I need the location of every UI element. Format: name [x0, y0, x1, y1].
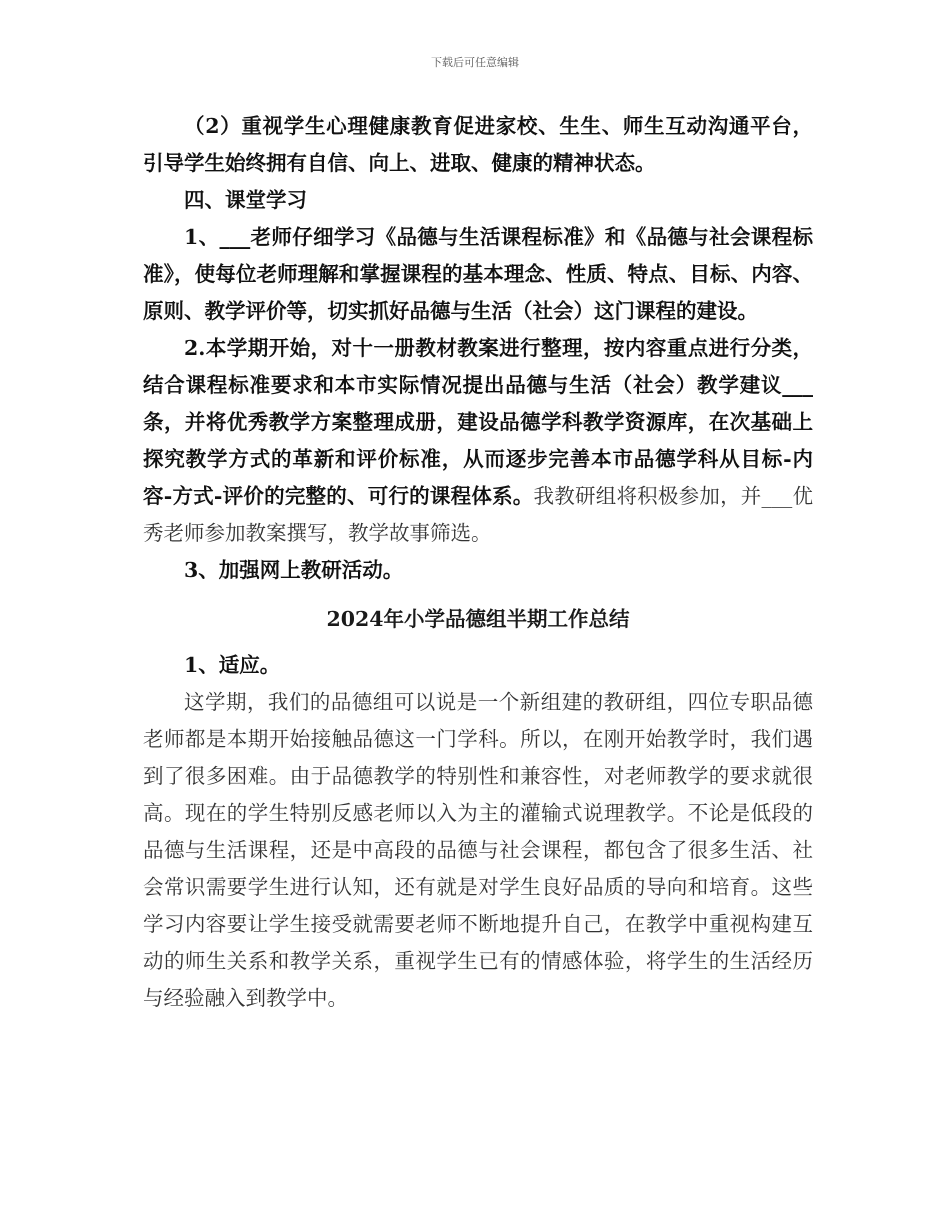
heading-section-4: 四、课堂学习 [184, 188, 307, 212]
paragraph-point-1: 1、___老师仔细学习《品德与生活课程标准》和《品德与社会课程标准》，使每位老师理解和掌握课程的基本理念、性质、特点、目标、内容、原则、教学评价等，切实抓好品德与生活（社会）这门课程的建设。 [143, 225, 813, 323]
document-body [143, 108, 813, 1017]
paragraph-item-2: （2）重视学生心理健康教育促进家校、生生、师生互动沟通平台，引导学生始终拥有自信、向上、进取、健康的精神状态。 [143, 114, 813, 175]
point-2-normal-text: 我教研组将积极参加，并___优秀老师参加教案撰写，教学故事筛选。 [143, 484, 814, 545]
heading-adapt: 1、适应。 [184, 653, 281, 677]
page-header: 下载后可任意编辑 [431, 56, 519, 69]
paragraph-point-3: 3、加强网上教研活动。 [184, 558, 404, 582]
paragraph-point-2 [143, 330, 813, 552]
document-title: 2024年小学品德组半期工作总结 [326, 607, 630, 631]
paragraph-adapt-body: 这学期，我们的品德组可以说是一个新组建的教研组，四位专职品德老师都是本期开始接触品德这一门学科。所以，在刚开始教学时，我们遇到了很多困难。由于品德教学的特别性和兼容性，对老师教学的要求就很高。现在的学生特别反感老师以入为主的灌输式说理教学。不论是低段的品德与生活课程，还是中高段的品德与社会课程，都包含了很多生活、社会常识需要学生进行认知，还有就是对学生良好品质的导向和培育。这些学习内容要让学生接受就需要老师不断地提升自己，在教学中重视构建互动的师生关系和教学关系，重视学生已有的情感体验，将学生的生活经历与经验融入到教学中。 [143, 690, 813, 1010]
point-2-bold-text: 2.本学期开始，对十一册教材教案进行整理，按内容重点进行分类，结合课程标准要求和本市实际情况提出品德与生活（社会）教学建议___条，并将优秀教学方案整理成册，建设品德学科教学资源库，在次基础上探究教学方式的革新和评价标准，从而逐步完善本市品德学科从目标-内容-方式-评价的完整的、可行的课程体系。 [143, 336, 813, 508]
